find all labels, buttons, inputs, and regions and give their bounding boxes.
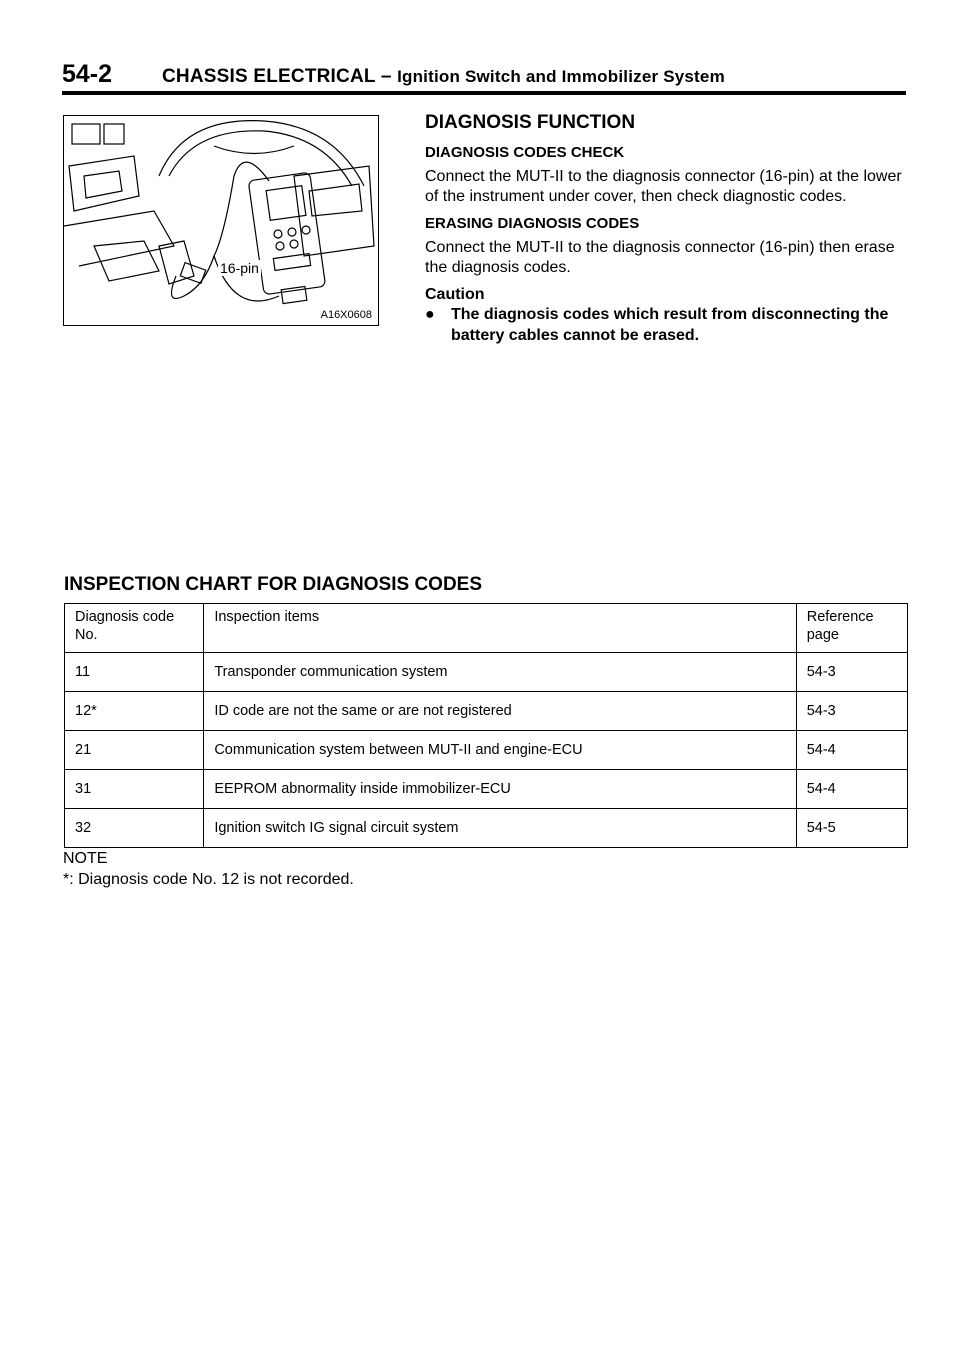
header-items: Inspection items	[204, 604, 796, 653]
row-page: 54-4	[796, 770, 907, 809]
inspection-chart-title: INSPECTION CHART FOR DIAGNOSIS CODES	[64, 574, 483, 595]
codes-check-text: Connect the MUT-II to the diagnosis connector (16-pin) at the lower of the instrument under cover, then check diagnostic codes.	[425, 168, 902, 205]
title-separator: –	[380, 66, 392, 87]
header-page: Reference page	[796, 604, 907, 653]
row-code: 11	[65, 653, 204, 692]
row-page: 54-3	[796, 653, 907, 692]
mut-ii-connection-illustration	[64, 116, 379, 326]
chapter-title	[162, 66, 725, 88]
table-header-row	[65, 604, 908, 653]
table-row	[65, 770, 908, 809]
caution-item	[425, 304, 910, 346]
connector-location-figure	[63, 115, 379, 326]
table-row	[65, 692, 908, 731]
row-item: EEPROM abnormality inside immobilizer-ECU	[204, 770, 796, 809]
row-item: Ignition switch IG signal circuit system	[204, 809, 796, 848]
row-item: Transponder communication system	[204, 653, 796, 692]
table-row	[65, 731, 908, 770]
note-block	[63, 848, 354, 890]
bullet-icon: ●	[425, 306, 435, 323]
caution-heading: Caution	[425, 286, 485, 303]
row-page: 54-4	[796, 731, 907, 770]
row-code: 12*	[65, 692, 204, 731]
row-code: 31	[65, 770, 204, 809]
figure-pin-label: 16-pin	[220, 260, 259, 276]
chapter-name: CHASSIS ELECTRICAL	[162, 66, 376, 87]
inspection-chart-table	[64, 603, 908, 848]
figure-code: A16X0608	[320, 309, 372, 321]
note-text: *: Diagnosis code No. 12 is not recorded.	[63, 871, 354, 888]
caution-text: The diagnosis codes which result from disconnecting the battery cables cannot be erased.	[451, 306, 889, 344]
page-number: 54-2	[62, 60, 113, 88]
section-name: Ignition Switch and Immobilizer System	[397, 67, 725, 86]
row-page: 54-3	[796, 692, 907, 731]
table-row	[65, 809, 908, 848]
table-row	[65, 653, 908, 692]
row-code: 21	[65, 731, 204, 770]
note-title: NOTE	[63, 850, 108, 867]
codes-check-heading: DIAGNOSIS CODES CHECK	[425, 144, 625, 161]
header-rule	[62, 91, 906, 95]
row-page: 54-5	[796, 809, 907, 848]
erasing-codes-text: Connect the MUT-II to the diagnosis connector (16-pin) then erase the diagnosis codes.	[425, 239, 895, 276]
diagnosis-function-heading: DIAGNOSIS FUNCTION	[425, 112, 636, 133]
row-code: 32	[65, 809, 204, 848]
row-item: Communication system between MUT-II and engine-ECU	[204, 731, 796, 770]
diagnosis-function-section	[425, 112, 910, 346]
erasing-codes-heading: ERASING DIAGNOSIS CODES	[425, 215, 640, 232]
row-item: ID code are not the same or are not registered	[204, 692, 796, 731]
header-code: Diagnosis code No.	[65, 604, 204, 653]
